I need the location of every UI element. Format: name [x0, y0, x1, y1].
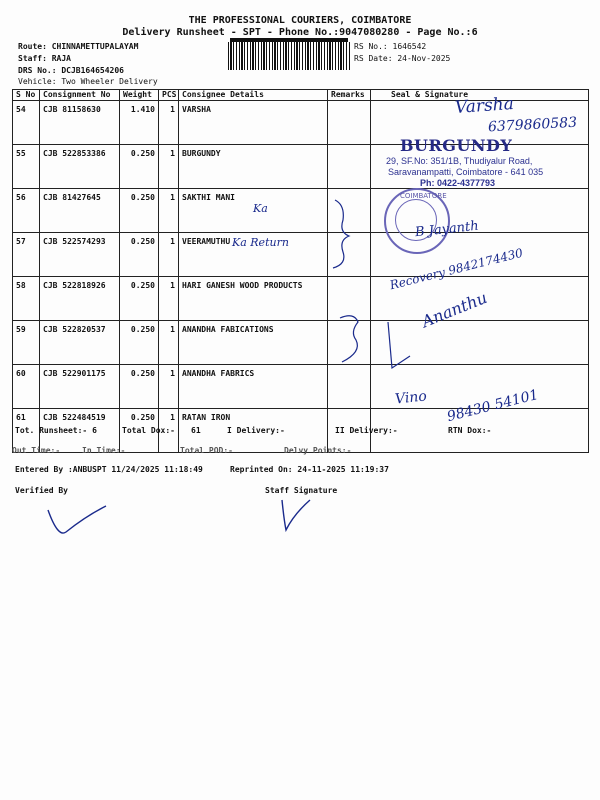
total-runsheet: Tot. Runsheet:- 6: [15, 426, 97, 435]
remarks-brace-stroke-2: [340, 316, 358, 362]
rs-number: RS No.: 1646542: [354, 42, 427, 51]
cell-consignment: CJB 522484519: [40, 409, 120, 453]
company-title: THE PROFESSIONAL COURIERS, COIMBATORE: [188, 15, 412, 26]
handwritten-recovery: Recovery 9842174430: [388, 245, 525, 293]
col-sno: S No: [13, 90, 40, 101]
entered-by: Entered By :ANBUSPT 11/24/2025 11:18:49: [15, 465, 203, 474]
cell-weight: 0.250: [120, 277, 159, 321]
handwritten-name-varsha: Varsha: [454, 93, 515, 119]
cell-consignment: CJB 522901175: [40, 365, 120, 409]
cell-consignment: CJB 522853386: [40, 145, 120, 189]
handwritten-signature-ananthu: Ananthu: [418, 287, 490, 332]
drs-label: DRS No.: DCJB164654206: [18, 66, 124, 75]
cell-sno: 58: [13, 277, 40, 321]
col-weight: Weight: [120, 90, 159, 101]
cell-sno: 54: [13, 101, 40, 145]
cell-sno: 55: [13, 145, 40, 189]
vehicle-label: Vehicle: Two Wheeler Delivery: [18, 77, 158, 86]
cell-consignment: CJB 522818926: [40, 277, 120, 321]
staff-signature-stroke: [282, 500, 310, 530]
handwritten-ka-return: Ka Return: [232, 236, 289, 249]
in-time: In Time:-: [82, 446, 126, 455]
cell-consignment: CJB 81158630: [40, 101, 120, 145]
total-dox-label: Total Dox:-: [122, 426, 175, 435]
verified-by-label: Verified By: [15, 486, 68, 495]
cell-weight: 0.250: [120, 409, 159, 453]
cell-consignment: CJB 81427645: [40, 189, 120, 233]
staff-signature-label: Staff Signature: [265, 486, 338, 495]
stamp-address-line1: 29, SF.No: 351/1B, Thudiyalur Road,: [386, 156, 533, 166]
cell-pcs: 1: [159, 365, 179, 409]
stamp-company-name: BURGUNDY: [400, 136, 513, 155]
cell-pcs: 1: [159, 409, 179, 453]
cell-consignee: HARI GANESH WOOD PRODUCTS: [179, 277, 328, 321]
rtn-dox: RTN Dox:-: [448, 426, 492, 435]
remarks-brace-stroke: [333, 200, 349, 268]
cell-consignee: ANANDHA FABICATIONS: [179, 321, 328, 365]
cell-weight: 1.410: [120, 101, 159, 145]
cell-consignee: BURGUNDY: [179, 145, 328, 189]
first-delivery: I Delivery:-: [227, 426, 285, 435]
handwritten-phone-2: 98430 54101: [445, 386, 541, 426]
cell-sno: 61: [13, 409, 40, 453]
rs-date: RS Date: 24-Nov-2025: [354, 54, 451, 63]
handwritten-ka: Ka: [253, 202, 268, 215]
col-consignee: Consignee Details: [179, 90, 328, 101]
cell-consignment: CJB 522574293: [40, 233, 120, 277]
cell-pcs: 1: [159, 321, 179, 365]
second-delivery: II Delivery:-: [335, 426, 398, 435]
cell-pcs: 1: [159, 101, 179, 145]
col-consignment: Consignment No: [40, 90, 120, 101]
route-label: Route: CHINNAMETTUPALAYAM: [18, 42, 139, 51]
seal-text: COIMBATORE: [400, 192, 447, 200]
cell-weight: 0.250: [120, 145, 159, 189]
runsheet-subtitle: Delivery Runsheet - SPT - Phone No.:9047080280 - Page No.:6: [122, 27, 478, 38]
cell-consignee: SAKTHI MANI: [179, 189, 328, 233]
col-seal: Seal & Signature: [371, 90, 589, 101]
signature-stroke: [388, 322, 410, 368]
cell-pcs: 1: [159, 145, 179, 189]
cell-consignee: VEERAMUTHU: [179, 233, 328, 277]
verified-signature-stroke: [48, 506, 106, 533]
cell-consignee: VARSHA: [179, 101, 328, 145]
cell-weight: 0.250: [120, 233, 159, 277]
cell-weight: 0.250: [120, 365, 159, 409]
col-pcs: PCS: [159, 90, 179, 101]
cell-pcs: 1: [159, 277, 179, 321]
cell-consignee: ANANDHA FABRICS: [179, 365, 328, 409]
total-pod: Total POD:-: [180, 446, 233, 455]
cell-pcs: 1: [159, 189, 179, 233]
cell-sno: 57: [13, 233, 40, 277]
stamp-address-line2: Saravanampatti, Coimbatore - 641 035: [388, 167, 544, 177]
cell-pcs: 1: [159, 233, 179, 277]
out-time: Out Time:-: [12, 446, 61, 455]
cell-consignment: CJB 522820537: [40, 321, 120, 365]
reprinted-on: Reprinted On: 24-11-2025 11:19:37: [230, 465, 389, 474]
col-remarks: Remarks: [328, 90, 371, 101]
handwritten-signature-vino: Vino: [394, 388, 428, 408]
cell-sno: 59: [13, 321, 40, 365]
handwritten-phone-1: 6379860583: [487, 114, 578, 136]
handwritten-signature-jayanth: B Jayanth: [414, 218, 480, 241]
cell-sno: 56: [13, 189, 40, 233]
cell-sno: 60: [13, 365, 40, 409]
staff-label: Staff: RAJA: [18, 54, 71, 63]
total-dox-value: 61: [191, 426, 201, 435]
stamp-phone: Ph: 0422-4377793: [420, 178, 496, 188]
cell-weight: 0.250: [120, 189, 159, 233]
cell-weight: 0.250: [120, 321, 159, 365]
delivery-points: Delvy Points:-: [284, 446, 352, 455]
cell-consignee: RATAN IRON: [179, 409, 328, 453]
